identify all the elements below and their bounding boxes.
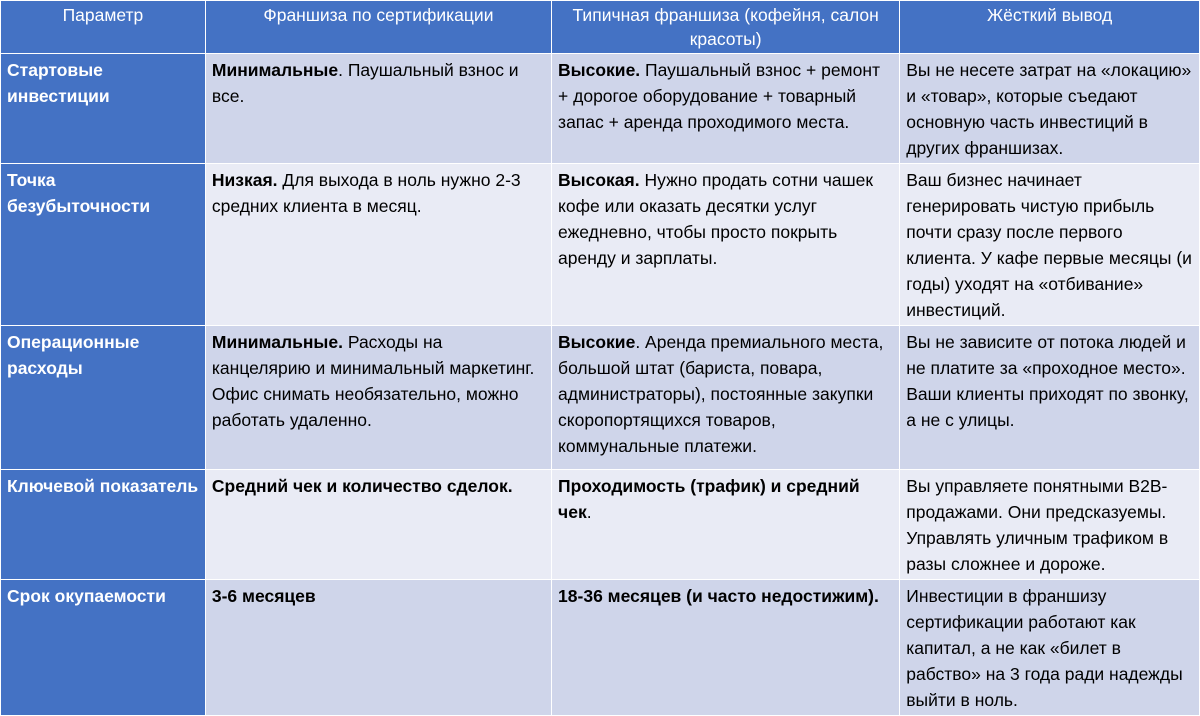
certification-emphasis: Минимальные.: [211, 332, 343, 352]
typical-cell: [552, 326, 900, 470]
table-row: [1, 326, 1200, 470]
conclusion-cell: Вы не несете затрат на «локацию» и «товар», которые съедают основную часть инвестиций в других франшизах.: [900, 54, 1200, 164]
conclusion-cell: Ваш бизнес начинает генерировать чистую прибыль почти сразу после первого клиента. У кафе первые месяцы (и годы) уходят на «отбивание» инвестиций.: [900, 164, 1200, 326]
certification-cell: [205, 54, 551, 164]
certification-cell: [205, 326, 551, 470]
typical-text: . Аренда премиального места, большой штат (бариста, повара, администраторы), постоянные закупки скоропортящихся товаров, коммунальные платежи.: [558, 332, 884, 456]
certification-emphasis: Средний чек и количество сделок.: [211, 476, 513, 496]
certification-cell: [205, 580, 551, 716]
typical-cell: [552, 164, 900, 326]
header-certification-franchise: Франшиза по сертификации: [205, 1, 551, 54]
typical-emphasis: Высокие.: [558, 60, 641, 80]
header-typical-franchise: Типичная франшиза (кофейня, салон красоты): [552, 1, 900, 54]
row-parameter: Срок окупаемости: [1, 580, 206, 716]
conclusion-cell: Вы управляете понятными B2B-продажами. Они предсказуемы. Управлять уличным трафиком в разы сложнее и дороже.: [900, 470, 1200, 580]
certification-emphasis: Низкая.: [211, 170, 278, 190]
certification-text: Расходы на канцелярию и минимальный маркетинг. Офис снимать необязательно, можно работать удаленно.: [211, 332, 535, 430]
typical-text: Нужно продать сотни чашек кофе или оказать десятки услуг ежедневно, чтобы просто покрыть аренду и зарплаты.: [558, 170, 874, 268]
certification-text: . Паушальный взнос и все.: [211, 60, 519, 106]
typical-emphasis: Высокие: [558, 332, 636, 352]
header-row: [1, 1, 1200, 54]
table-row: [1, 54, 1200, 164]
conclusion-cell: Инвестиции в франшизу сертификации работают как капитал, а не как «билет в рабство» на 3 года ради надежды выйти в ноль.: [900, 580, 1200, 716]
typical-emphasis: Высокая.: [558, 170, 640, 190]
conclusion-cell: Вы не зависите от потока людей и не платите за «проходное место». Ваши клиенты приходят по звонку, а не с улицы.: [900, 326, 1200, 470]
certification-cell: [205, 470, 551, 580]
typical-cell: [552, 580, 900, 716]
row-parameter: Операционные расходы: [1, 326, 206, 470]
typical-text: Паушальный взнос + ремонт + дорогое оборудование + товарный запас + аренда проходимого места.: [558, 60, 881, 132]
typical-text: .: [586, 502, 592, 522]
certification-emphasis: 3-6 месяцев: [211, 586, 316, 606]
table-row: [1, 580, 1200, 716]
typical-emphasis: 18-36 месяцев (и часто недостижим).: [558, 586, 879, 606]
typical-cell: [552, 54, 900, 164]
table-row: [1, 470, 1200, 580]
row-parameter: Стартовые инвестиции: [1, 54, 206, 164]
certification-cell: [205, 164, 551, 326]
row-parameter: Точка безубыточности: [1, 164, 206, 326]
header-conclusion: Жёсткий вывод: [900, 1, 1200, 54]
table-row: [1, 164, 1200, 326]
typical-emphasis: Проходимость (трафик) и средний чек: [558, 476, 860, 522]
certification-emphasis: Минимальные: [211, 60, 339, 80]
typical-cell: [552, 470, 900, 580]
row-parameter: Ключевой показатель: [1, 470, 206, 580]
header-parameter: Параметр: [1, 1, 206, 54]
certification-text: Для выхода в ноль нужно 2-3 средних клиента в месяц.: [211, 170, 521, 216]
